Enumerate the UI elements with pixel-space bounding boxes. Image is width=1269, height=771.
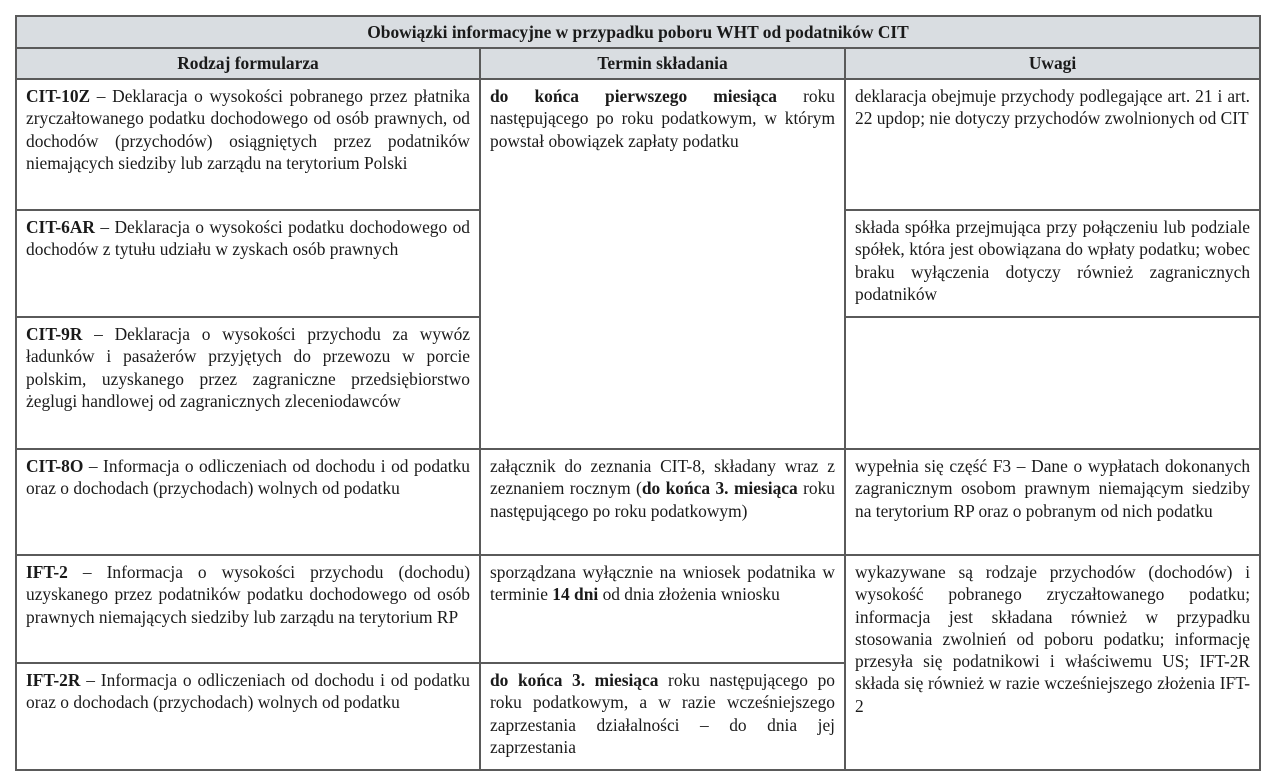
deadline-text: załącznik do zeznania CIT-8, składany wraz z zeznaniem rocznym ( <box>490 456 835 499</box>
form-description: – Deklaracja o wysokości podatku dochodowego od dochodów z tytułu udziału w zyskach osób prawnych <box>26 217 470 260</box>
form-cell <box>16 79 480 210</box>
remarks-cell: deklaracja obejmuje przychody podlegające art. 21 i art. 22 updop; nie dotyczy przychodów zwolnionych od CIT <box>845 79 1260 210</box>
table-title: Obowiązki informacyjne w przypadku poboru WHT od podatników CIT <box>16 16 1260 48</box>
form-code: IFT-2 <box>26 562 68 582</box>
table-row <box>16 555 1260 663</box>
deadline-text: od dnia złożenia wniosku <box>598 584 780 605</box>
form-cell <box>16 210 480 317</box>
form-description: – Informacja o odliczeniach od dochodu i od podatku oraz o dochodach (przychodach) wolnych od podatku <box>26 456 470 499</box>
form-cell <box>16 317 480 449</box>
form-description: – Informacja o odliczeniach od dochodu i od podatku oraz o dochodach (przychodach) wolnych od podatku <box>26 670 470 713</box>
deadline-text: roku następującego po roku podatkowym, a w razie wcześniejszego zaprzestania działalności – do dnia jej zaprzestania <box>490 670 835 757</box>
remarks-cell: składa spółka przejmująca przy połączeniu lub podziale spółek, która jest obowiązana do wpłaty podatku; wobec braku wyłączenia dotyczy również zagranicznych podatników <box>845 210 1260 317</box>
remarks-cell: wykazywane są rodzaje przychodów (dochodów) i wysokość pobranego zryczałtowanego podatku; informacja jest składana również w przypadku stosowania zwolnień od poboru podatku; informację przesyła się podatnikowi i właściwemu US; IFT-2R składa się również w razie wcześniejszego złożenia IFT-2 <box>845 555 1260 770</box>
deadline-emphasis: do końca pierwszego miesiąca <box>490 86 777 106</box>
deadline-emphasis: 14 dni <box>552 584 599 605</box>
table-row <box>16 79 1260 210</box>
column-header-row <box>16 48 1260 79</box>
column-header-remarks: Uwagi <box>845 48 1260 79</box>
deadline-cell <box>480 79 845 449</box>
form-code: CIT-9R <box>26 324 83 344</box>
form-code: IFT-2R <box>26 670 81 690</box>
deadline-cell <box>480 663 845 770</box>
deadline-cell <box>480 449 845 555</box>
form-cell <box>16 449 480 555</box>
form-code: CIT-8O <box>26 456 84 476</box>
table-title-row <box>16 16 1260 48</box>
deadline-text: roku następującego po roku podatkowym) <box>490 478 835 521</box>
remarks-cell <box>845 317 1260 449</box>
withholding-tax-obligations-table <box>15 15 1261 771</box>
deadline-emphasis: do końca 3. miesiąca <box>490 670 659 690</box>
deadline-text: roku następującego po roku podatkowym, w którym powstał obowiązek zapłaty podatku <box>490 86 835 151</box>
form-description: – Deklaracja o wysokości pobranego przez płatnika zryczałtowanego podatku dochodowego od osób prawnych, od dochodów (przychodów) osiągniętych przez podatników niemających siedziby lub zarządu na terytorium Polski <box>26 86 470 173</box>
deadline-emphasis: do końca <box>641 478 711 499</box>
table-row <box>16 449 1260 555</box>
form-code: CIT-10Z <box>26 86 91 106</box>
form-description: – Deklaracja o wysokości przychodu za wywóz ładunków i pasażerów przyjętych do przewozu w porcie polskim, uzyskanego przez zagraniczne przedsiębiorstwo żeglugi handlowej od zagranicznych zleceniodawców <box>26 324 470 411</box>
deadline-emphasis: 3. miesiąca <box>715 478 798 499</box>
deadline-cell <box>480 555 845 663</box>
column-header-deadline: Termin składania <box>480 48 845 79</box>
remarks-cell: wypełnia się część F3 – Dane o wypłatach dokonanych zagranicznym osobom prawnym niemającym siedziby na terytorium RP oraz o pobranym od nich podatku <box>845 449 1260 555</box>
form-cell <box>16 663 480 770</box>
deadline-text: sporządzana wyłącznie na wniosek podatnika w terminie <box>490 562 835 605</box>
form-code: CIT-6AR <box>26 217 95 237</box>
column-header-form-type: Rodzaj formularza <box>16 48 480 79</box>
form-cell <box>16 555 480 663</box>
form-description: – Informacja o wysokości przychodu (dochodu) uzyskanego przez podatników podatku dochodowego od osób prawnych niemających siedziby lub zarządu na terytorium RP <box>26 562 470 627</box>
